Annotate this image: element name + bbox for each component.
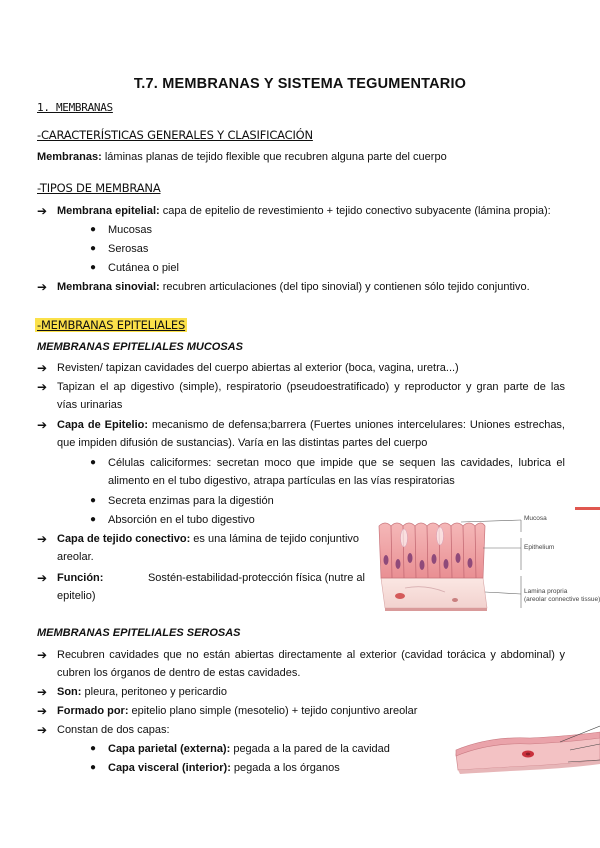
serosa-illustration	[450, 720, 600, 782]
serosas-item-3	[57, 702, 417, 720]
item-label: Capa parietal (externa):	[108, 743, 231, 755]
bullet-icon: ●	[90, 743, 97, 754]
heading-caracteristicas: -CARACTERÍSTICAS GENERALES Y CLASIFICACIÓN	[37, 128, 313, 142]
mucosas-item-5-line2: epitelio)	[57, 590, 96, 602]
serosas-item-2	[57, 683, 227, 701]
arrow-icon: ➔	[37, 361, 48, 375]
serosas-sub-visceral	[108, 759, 340, 777]
subheading-mucosas: MEMBRANAS EPITELIALES MUCOSAS	[37, 341, 243, 353]
item-label: Capa de Epitelio:	[57, 419, 149, 431]
item-label: Membrana sinovial:	[57, 281, 160, 293]
item-label: Capa de tejido conectivo:	[57, 533, 191, 545]
mucosa-figure	[375, 508, 600, 614]
item-membrana-sinovial	[57, 278, 530, 296]
figure-label-mucosa: Mucosa	[524, 515, 547, 522]
definition-membranas	[37, 148, 447, 166]
mucosas-item-4-line2: areolar.	[57, 551, 94, 563]
bullet-icon: ●	[90, 762, 97, 773]
figure-label-epithelium: Epithelium	[524, 544, 555, 551]
item-label: Función:	[57, 572, 104, 584]
serosas-item-1-line1: Recubren cavidades que no están abiertas directamente al exterior (cavidad torácica y abdominal) y	[57, 649, 565, 661]
epitelio-sub-2: Secreta enzimas para la digestión	[108, 495, 274, 507]
page-title: T.7. MEMBRANAS Y SISTEMA TEGUMENTARIO	[133, 76, 467, 92]
serosa-figure	[450, 720, 600, 782]
epitelio-sub-1-line1: Células caliciformes: secretan moco que impide que se sequen las cavidades, lubrica el	[108, 457, 565, 469]
arrow-icon: ➔	[37, 571, 48, 585]
mucosas-item-3-line2: que impiden difusión de sustancias). Varía en las distintas partes del cuerpo	[57, 437, 428, 449]
item-text: es una lámina de tejido conjuntivo	[190, 533, 360, 545]
bullet-icon: ●	[90, 224, 97, 235]
item-text: capa de epitelio de revestimiento + tejido conectivo subyacente (lámina propia):	[159, 205, 551, 217]
serosas-item-1-line2: cubren los órganos de dentro de estas cavidades.	[57, 667, 301, 679]
arrow-icon: ➔	[37, 723, 48, 737]
arrow-icon: ➔	[37, 704, 48, 718]
highlighted-heading: -MEMBRANAS EPITELIALES	[37, 318, 186, 332]
heading-tipos: -TIPOS DE MEMBRANA	[37, 181, 161, 195]
section-heading-membranas: 1. MEMBRANAS	[37, 101, 113, 114]
bullet-icon: ●	[90, 457, 97, 468]
bullet-icon: ●	[90, 514, 97, 525]
arrow-icon: ➔	[37, 648, 48, 662]
definition-label: Membranas:	[37, 151, 102, 163]
serosas-item-4: Constan de dos capas:	[57, 724, 170, 736]
definition-text: láminas planas de tejido flexible que recubren alguna parte del cuerpo	[101, 151, 447, 163]
bullet-icon: ●	[90, 243, 97, 254]
mucosas-item-5-line1	[57, 569, 365, 587]
arrow-icon: ➔	[37, 204, 48, 218]
mucosas-item-1: Revisten/ tapizan cavidades del cuerpo abiertas al exterior (boca, vagina, uretra...)	[57, 362, 459, 374]
bullet-icon: ●	[90, 262, 97, 273]
figure-label-lamina: Lamina propria	[524, 588, 568, 595]
item-text: recubren articulaciones (del tipo sinovial) y contienen sólo tejido conjuntivo.	[159, 281, 530, 293]
heading-membranas-epiteliales	[35, 318, 187, 332]
item-text: pegada a los órganos	[230, 762, 340, 774]
figure-label-areolar: (areolar connective tissue)	[524, 596, 600, 603]
item-text: pleura, peritoneo y pericardio	[81, 686, 227, 698]
bullet-icon: ●	[90, 495, 97, 506]
item-text: epitelio plano simple (mesotelio) + tejido conjuntivo areolar	[128, 705, 418, 717]
arrow-icon: ➔	[37, 685, 48, 699]
item-text: mecanismo de defensa;barrera (Fuertes uniones intercelulares: Uniones estrechas,	[148, 419, 565, 431]
item-text: Sostén-estabilidad-protección física (nutre al	[147, 572, 365, 584]
epitelio-sub-1-line2: alimento en el tubo digestivo, atrapa partículas en las vías respiratorias	[108, 475, 455, 487]
item-label: Membrana epitelial:	[57, 205, 160, 217]
accent-mark	[575, 507, 600, 510]
item-label: Son:	[57, 686, 82, 698]
sub-item-serosas: Serosas	[108, 243, 149, 255]
arrow-icon: ➔	[37, 418, 48, 432]
arrow-icon: ➔	[37, 532, 48, 546]
serosas-sub-parietal	[108, 740, 390, 758]
epitelio-sub-3: Absorción en el tubo digestivo	[108, 514, 255, 526]
sub-item-mucosas: Mucosas	[108, 224, 153, 236]
item-label: Formado por:	[57, 705, 129, 717]
subheading-serosas: MEMBRANAS EPITELIALES SEROSAS	[37, 627, 241, 639]
item-label: Capa visceral (interior):	[108, 762, 231, 774]
mucosas-item-3-line1	[57, 416, 565, 434]
mucosas-item-2-line1: Tapizan el ap digestivo (simple), respiratorio (pseudoestratificado) y reproductor y gran parte de las	[57, 381, 565, 393]
arrow-icon: ➔	[37, 380, 48, 394]
arrow-icon: ➔	[37, 280, 48, 294]
sub-item-cutanea: Cutánea o piel	[108, 262, 179, 274]
mucosas-item-4-line1	[57, 530, 359, 548]
mucosas-item-2-line2: vías urinarias	[57, 399, 123, 411]
item-membrana-epitelial	[57, 202, 551, 220]
item-text: pegada a la pared de la cavidad	[230, 743, 390, 755]
